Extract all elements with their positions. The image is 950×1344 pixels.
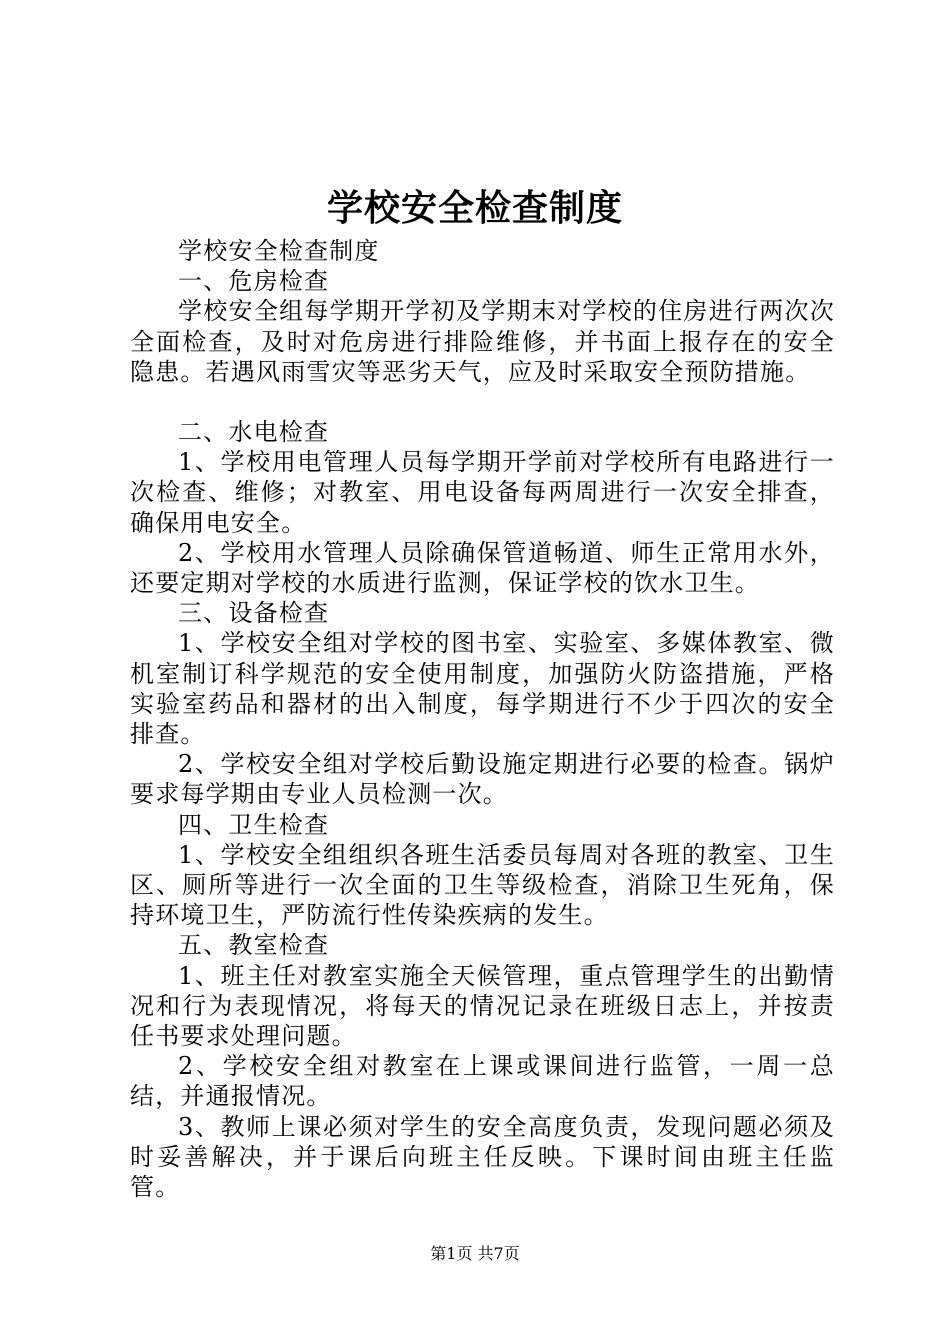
page-footer: 第1页 共7页 bbox=[430, 1244, 520, 1263]
section-heading-1: 一、危房检查 bbox=[178, 267, 330, 296]
paragraph-3-2: 2、学校安全组对学校后勤设施定期进行必要的检查。锅炉要求每学期由专业人员检测一次。 bbox=[130, 750, 835, 809]
paragraph-4-1: 1、学校安全组组织各班生活委员每周对各班的教室、卫生区、厕所等进行一次全面的卫生等级检查，消除卫生死角，保持环境卫生，严防流行性传染疾病的发生。 bbox=[130, 840, 835, 930]
document-body bbox=[130, 236, 835, 1202]
document-title: 学校安全检查制度 bbox=[326, 187, 623, 229]
paragraph-subtitle: 学校安全检查制度 bbox=[178, 237, 380, 265]
paragraph-5-3: 3、教师上课必须对学生的安全高度负责，发现问题必须及时妥善解决，并于课后向班主任反映。下课时间由班主任监管。 bbox=[130, 1112, 835, 1202]
section-heading-3: 三、设备检查 bbox=[178, 599, 330, 628]
paragraph-5-1: 1、班主任对教室实施全天候管理，重点管理学生的出勤情况和行为表现情况，将每天的情况记录在班级日志上，并按责任书要求处理问题。 bbox=[130, 961, 835, 1051]
section-heading-4: 四、卫生检查 bbox=[178, 810, 330, 839]
paragraph-5-2: 2、学校安全组对教室在上课或课间进行监管，一周一总结，并通报情况。 bbox=[130, 1052, 835, 1111]
section-heading-2: 二、水电检查 bbox=[178, 418, 330, 447]
paragraph-2-2: 2、学校用水管理人员除确保管道畅道、师生正常用水外，还要定期对学校的水质进行监测，保证学校的饮水卫生。 bbox=[130, 538, 835, 598]
paragraph-gap bbox=[130, 387, 835, 417]
paragraph-3-1: 1、学校安全组对学校的图书室、实验室、多媒体教室、微机室制订科学规范的安全使用制度，加强防火防盗措施，严格实验室药品和器材的出入制度，每学期进行不少于四次的安全排查。 bbox=[130, 629, 835, 749]
paragraph-2-1: 1、学校用电管理人员每学期开学前对学校所有电路进行一次检查、维修；对教室、用电设备每两周进行一次安全排查，确保用电安全。 bbox=[130, 448, 835, 537]
section-heading-5: 五、教室检查 bbox=[178, 931, 330, 960]
paragraph-1: 学校安全组每学期开学初及学期末对学校的住房进行两次次全面检查，及时对危房进行排险维修，并书面上报存在的安全隐患。若遇风雨雪灾等恶劣天气，应及时采取安全预防措施。 bbox=[130, 297, 835, 386]
